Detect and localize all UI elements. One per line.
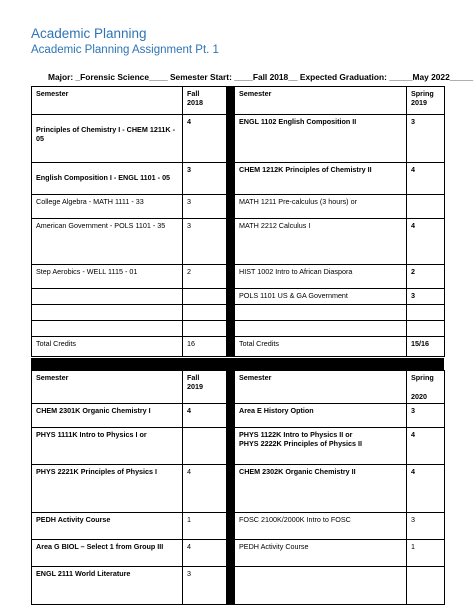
course-cell: FOSC 2100K/2000K Intro to FOSC <box>235 513 407 540</box>
credits-cell <box>407 321 445 337</box>
table-row <box>32 567 445 605</box>
table-header-row <box>32 87 445 115</box>
term-header-spring-2019: Spring 2019 <box>407 87 445 115</box>
total-credits-row <box>32 337 445 357</box>
course-cell: American Government - POLS 1101 - 35 <box>32 219 183 265</box>
total-credits-value: 15/16 <box>407 337 445 357</box>
table-row <box>32 540 445 567</box>
term-header-fall-2019: Fall 2019 <box>183 371 227 404</box>
credits-cell <box>183 305 227 321</box>
course-cell: CHEM 2302K Organic Chemistry II <box>235 465 407 513</box>
course-cell: College Algebra - MATH 1111 - 33 <box>32 195 183 219</box>
course-cell: CHEM 2301K Organic Chemistry I <box>32 404 183 428</box>
course-cell: ENGL 1102 English Composition II <box>235 115 407 163</box>
credits-cell: 3 <box>183 219 227 265</box>
course-cell <box>32 305 183 321</box>
semester-header: Semester <box>32 371 183 404</box>
semester-header: Semester <box>235 87 407 115</box>
course-cell: Step Aerobics - WELL 1115 - 01 <box>32 265 183 289</box>
section-separator-bar <box>31 358 444 370</box>
credits-cell <box>183 428 227 465</box>
center-divider <box>227 87 235 357</box>
credits-cell <box>183 321 227 337</box>
table-row <box>32 305 445 321</box>
table-row <box>32 321 445 337</box>
course-cell: English Composition I - ENGL 1101 - 05 <box>32 163 183 195</box>
credits-cell <box>407 195 445 219</box>
credits-cell: 4 <box>183 115 227 163</box>
credits-cell: 1 <box>407 540 445 567</box>
credits-cell: 3 <box>183 195 227 219</box>
course-cell: MATH 1211 Pre-calculus (3 hours) or <box>235 195 407 219</box>
credits-cell: 1 <box>183 513 227 540</box>
course-cell <box>235 567 407 605</box>
semester-header: Semester <box>32 87 183 115</box>
table-row <box>32 428 445 465</box>
total-credits-label: Total Credits <box>235 337 407 357</box>
credits-cell: 3 <box>183 567 227 605</box>
credits-cell: 3 <box>407 289 445 305</box>
course-cell: PEDH Activity Course <box>235 540 407 567</box>
table-row <box>32 115 445 163</box>
course-cell: PEDH Activity Course <box>32 513 183 540</box>
table-row <box>32 404 445 428</box>
credits-cell: 4 <box>407 163 445 195</box>
semester-header: Semester <box>235 371 407 404</box>
center-divider <box>227 371 235 605</box>
course-cell: CHEM 1212K Principles of Chemistry II <box>235 163 407 195</box>
course-cell: POLS 1101 US & GA Government <box>235 289 407 305</box>
table-row <box>32 195 445 219</box>
course-cell <box>235 321 407 337</box>
total-credits-label: Total Credits <box>32 337 183 357</box>
table-row <box>32 289 445 305</box>
year2-plan-table <box>31 370 445 605</box>
credits-cell: 4 <box>407 428 445 465</box>
credits-cell <box>407 567 445 605</box>
document-title: Academic Planning <box>31 26 147 41</box>
total-credits-value: 16 <box>183 337 227 357</box>
course-cell: Principles of Chemistry I - CHEM 1211K - 05 <box>32 115 183 163</box>
term-header-fall-2018: Fall 2018 <box>183 87 227 115</box>
course-cell: MATH 2212 Calculus I <box>235 219 407 265</box>
credits-cell <box>407 305 445 321</box>
table-row <box>32 219 445 265</box>
credits-cell: 3 <box>407 115 445 163</box>
course-cell: PHYS 2221K Principles of Physics I <box>32 465 183 513</box>
table-row <box>32 465 445 513</box>
credits-cell: 4 <box>407 465 445 513</box>
term-header-spring-2020: Spring 2020 <box>407 371 445 404</box>
course-cell <box>235 305 407 321</box>
course-cell: Area E History Option <box>235 404 407 428</box>
document-subtitle: Academic Planning Assignment Pt. 1 <box>31 44 219 56</box>
credits-cell: 3 <box>183 163 227 195</box>
credits-cell: 4 <box>183 404 227 428</box>
course-cell <box>32 289 183 305</box>
course-cell: PHYS 1111K Intro to Physics I or <box>32 428 183 465</box>
table-row <box>32 513 445 540</box>
credits-cell: 2 <box>183 265 227 289</box>
credits-cell <box>183 289 227 305</box>
table-header-row <box>32 371 445 404</box>
major-info-line: Major: _Forensic Science____ Semester Start: ____Fall 2018__ Expected Graduation: _____May 2022_____ <box>48 72 474 82</box>
credits-cell: 4 <box>183 465 227 513</box>
table-row <box>32 265 445 289</box>
course-cell: ENGL 2111 World Literature <box>32 567 183 605</box>
course-cell <box>32 321 183 337</box>
credits-cell: 4 <box>183 540 227 567</box>
table-row <box>32 163 445 195</box>
credits-cell: 2 <box>407 265 445 289</box>
credits-cell: 4 <box>407 219 445 265</box>
course-cell: HIST 1002 Intro to African Diaspora <box>235 265 407 289</box>
course-cell: PHYS 1122K Intro to Physics II or PHYS 2222K Principles of Physics II <box>235 428 407 465</box>
year1-plan-table <box>31 86 445 357</box>
credits-cell: 3 <box>407 513 445 540</box>
credits-cell: 3 <box>407 404 445 428</box>
course-cell: Area G BIOL – Select 1 from Group III <box>32 540 183 567</box>
